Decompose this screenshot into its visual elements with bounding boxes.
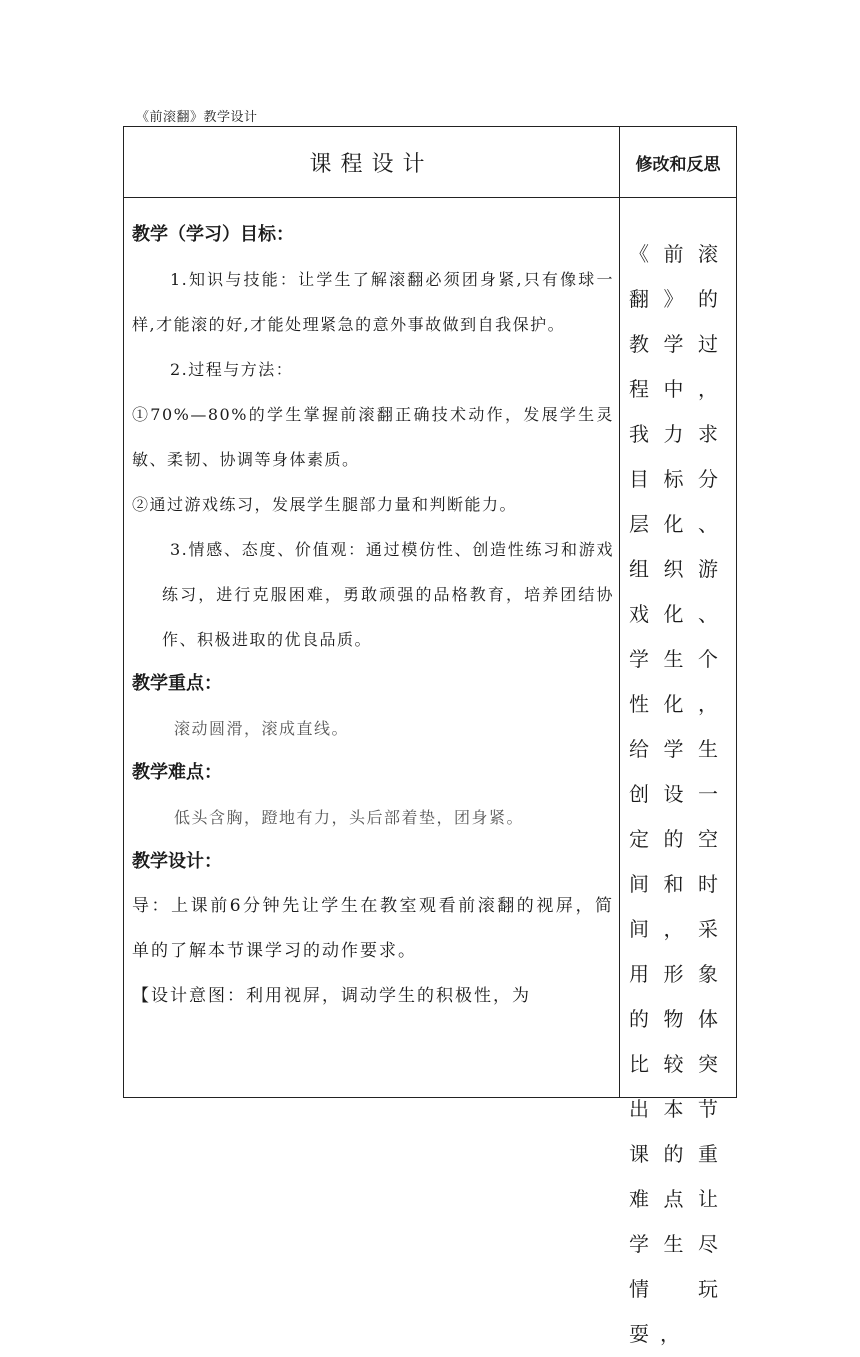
header-course-design: 课程设计	[309, 151, 434, 177]
objective-process-item-2: ②通过游戏练习，发展学生腿部力量和判断能力。	[132, 495, 518, 514]
key-points-heading: 教学重点：	[132, 673, 222, 694]
objective-emotion-values: 3.情感、态度、价值观：通过模仿性、创造性练习和游戏练习，进行克服困难，勇敢顽强的品格教育，培养团结协作、积极进取的优良品质。	[162, 540, 614, 649]
difficulties-heading: 教学难点：	[132, 762, 222, 783]
objectives-heading: 教学（学习）目标：	[132, 224, 294, 245]
design-intro: 导：上课前6分钟先让学生在教室观看前滚翻的视屏，简单的了解本节课学习的动作要求。	[132, 896, 614, 961]
column-divider	[619, 127, 620, 1097]
reflection-cell: 《前滚翻》的教学过程中，我力求目标分层化、组织游戏化、学生个性化，给学生创设一定的空间和时间，采用形象的物体比较突出本节课的重难点让学生尽情玩耍，	[629, 242, 729, 1346]
course-design-cell	[132, 213, 614, 1019]
objective-process-methods-title: 2.过程与方法：	[170, 360, 294, 379]
design-intent: 【设计意图：利用视屏，调动学生的积极性，为	[132, 986, 531, 1006]
lesson-design-table	[123, 126, 737, 1346]
design-heading: 教学设计：	[132, 851, 222, 872]
objective-process-item-1: ①70%—80%的学生掌握前滚翻正确技术动作，发展学生灵敏、柔韧、协调等身体素质。	[132, 405, 614, 469]
header-revision-reflection: 修改和反思	[635, 154, 721, 175]
objective-knowledge-skills: 1.知识与技能：让学生了解滚翻必须团身紧,只有像球一样,才能滚的好,才能处理紧急的意外事故做到自我保护。	[132, 270, 614, 334]
key-points-text: 滚动圆滑，滚成直线。	[174, 719, 350, 738]
difficulties-text: 低头含胸，蹬地有力，头后部着垫，团身紧。	[174, 808, 525, 827]
document-header: 《前滚翻》教学设计	[136, 110, 258, 125]
